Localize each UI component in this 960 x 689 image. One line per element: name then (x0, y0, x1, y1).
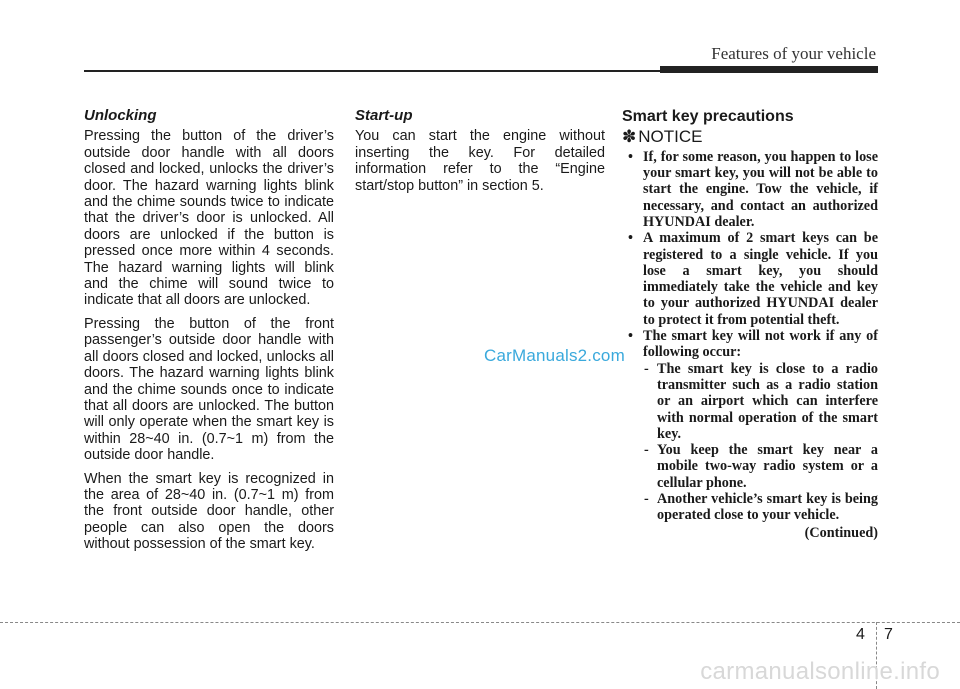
site-watermark[interactable]: carmanualsonline.info (700, 658, 940, 685)
notice-label: NOTICE (638, 127, 703, 147)
notice-bullet: • A maximum of 2 smart keys can be registered to a single vehicle. If you lose a smart key, you should immediately take the vehicle and key to your authorized HYUNDAI dealer to protect it from potential theft. (622, 230, 878, 328)
notice-sub-list (643, 361, 878, 524)
column-smart-key-precautions (622, 108, 878, 541)
notice-heading (622, 129, 878, 145)
notice-bullet-text: The smart key will not work if any of following occur: (643, 328, 878, 361)
notice-sub-item: - Another vehicle’s smart key is being operated close to your vehicle. (643, 491, 878, 524)
section-title: Smart key precautions (622, 108, 794, 125)
section-number: 4 (856, 626, 865, 643)
paragraph: You can start the engine without inserting the key. For detailed information refer to the “Engine start/stop button” in section 5. (355, 128, 605, 194)
continued-label: (Continued) (804, 524, 878, 541)
paragraph: When the smart key is recognized in the area of 28~40 in. (0.7~1 m) from the front outside door handle, other people can also open the doors without possession of the smart key. (84, 470, 334, 553)
column-start-up (355, 108, 605, 201)
notice-list (622, 149, 878, 524)
subhead-start-up: Start-up (355, 107, 413, 124)
header-rule (84, 70, 662, 72)
notice-star-icon: ✽ (622, 127, 637, 147)
paragraph: Pressing the button of the driver’s outside door handle with all doors closed and locked, unlocks the driver’s door. The hazard warning lights blink and the chime sounds twice to indicate that the driver’s door is unlocked. All doors are unlocked if the button is pressed once more within 4 seconds. The hazard warning lights will blink and the chime will sound twice to indicate that all doors are unlocked. (84, 128, 334, 309)
page-number: 7 (884, 626, 893, 643)
notice-sub-item: - You keep the smart key near a mobile two-way radio system or a cellular phone. (643, 442, 878, 491)
notice-bullet (622, 328, 878, 524)
carmanuals-watermark[interactable]: CarManuals2.com (484, 346, 625, 365)
header-title: Features of your vehicle (711, 44, 876, 63)
column-unlocking (84, 108, 334, 560)
notice-sub-item: - The smart key is close to a radio transmitter such as a radio station or an airport which can interfere with normal operation of the smart key. (643, 361, 878, 442)
notice-bullet: • If, for some reason, you happen to lose your smart key, you will not be able to start the engine. Tow the vehicle, if necessary, and contact an authorized HYUNDAI dealer. (622, 149, 878, 230)
footer-rule (0, 622, 960, 623)
subhead-unlocking: Unlocking (84, 107, 157, 124)
paragraph: Pressing the button of the front passenger’s outside door handle with all doors closed and locked, unlocks all doors. The hazard warning lights blink and the chime sounds once to indicate that all doors are unlocked. The button will only operate when the smart key is within 28~40 in. (0.7~1 m) from the outside door handle. (84, 315, 334, 464)
header-rule-accent (660, 66, 878, 73)
